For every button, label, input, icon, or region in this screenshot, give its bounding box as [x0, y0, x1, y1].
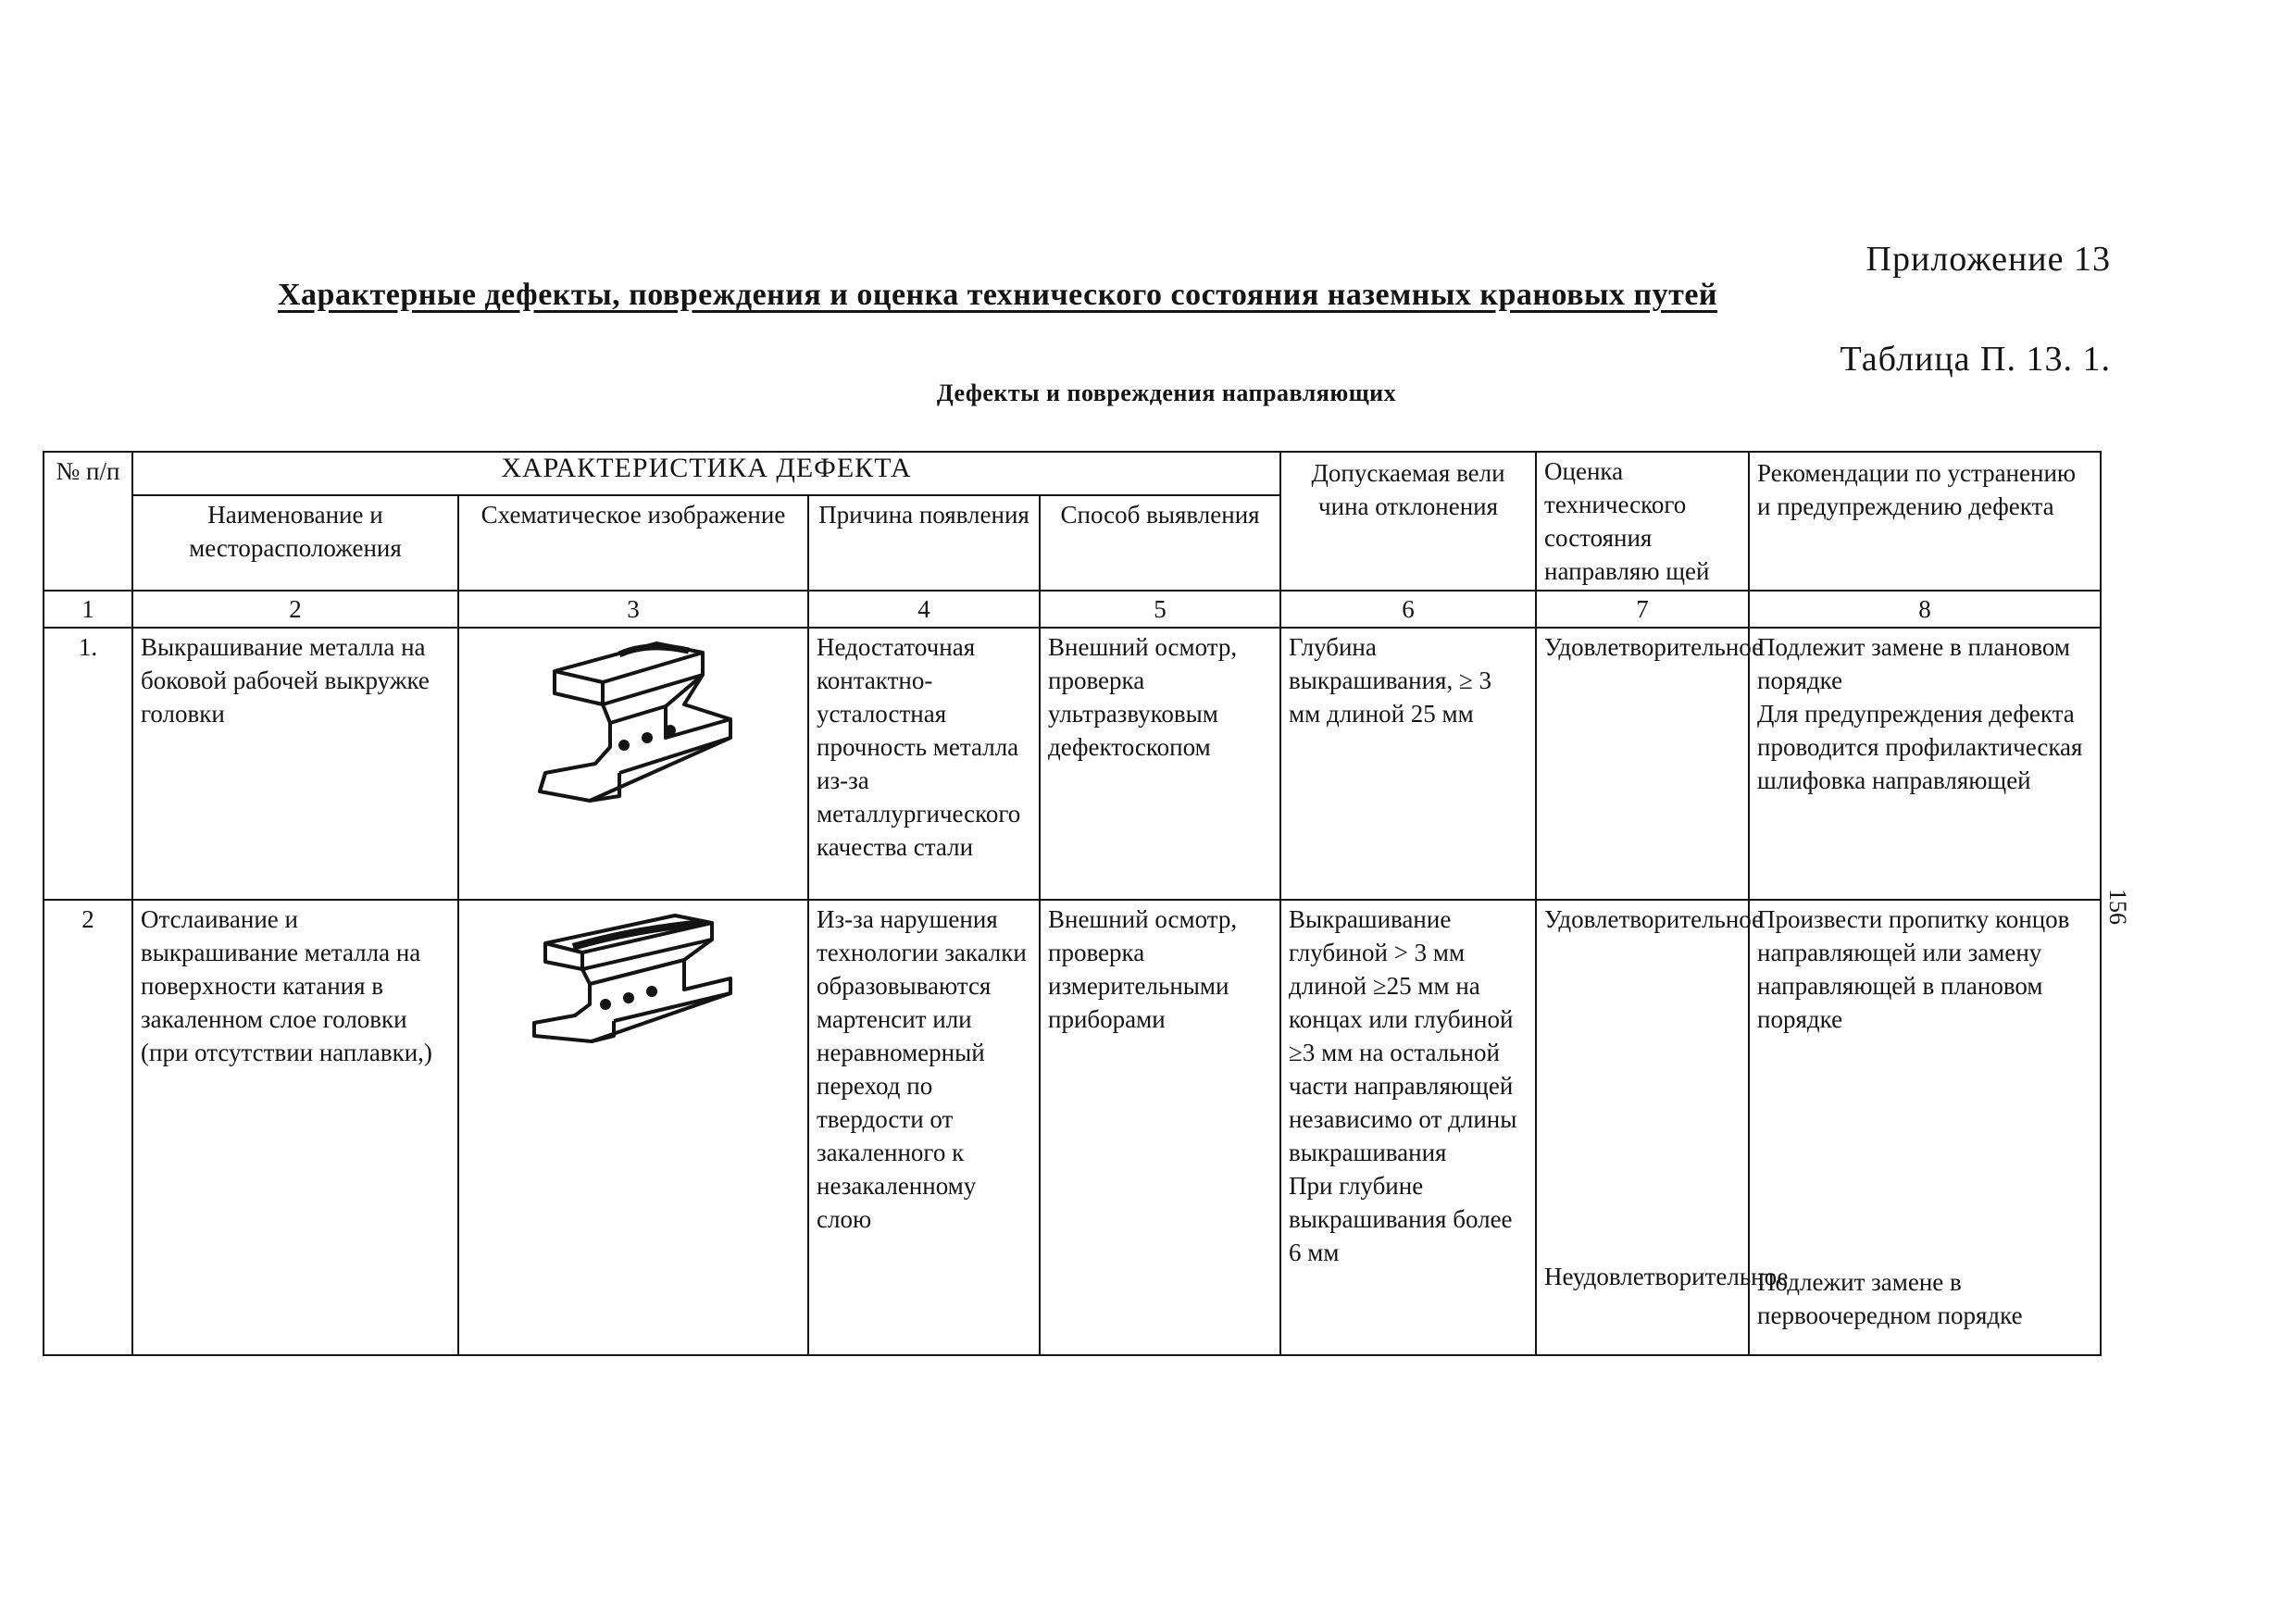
table-row	[44, 628, 2101, 900]
table-number-label: Таблица П. 13. 1.	[1840, 340, 2111, 379]
header-assessment	[1536, 452, 1749, 591]
header-no	[44, 452, 132, 591]
column-number: 1	[44, 591, 132, 628]
header-allowed-text: Допускаемая вели чина отклонения	[1311, 459, 1505, 520]
header-assessment-text: Оценка технического состояния направляю щей	[1544, 457, 1710, 585]
allowed-deviation: Глубина выкрашивания, ≥ 3 мм длиной 25 мм	[1280, 628, 1536, 900]
assessment: Удовлетворительное	[1536, 628, 1749, 900]
column-number: 7	[1536, 591, 1749, 628]
header-recommendations-text: Рекомендации по устранению и предупреждению дефекта	[1757, 459, 2077, 520]
document-title: Характерные дефекты, повреждения и оценка технического состояния наземных крановых путей	[278, 278, 1718, 312]
recommendations	[1749, 900, 2101, 1355]
recommendation-replace: Подлежит замене в плановом порядке	[1757, 633, 2071, 694]
header-allowed	[1280, 452, 1536, 591]
detection-method: Внешний осмотр, проверка ультразвуковым дефектоскопом	[1040, 628, 1280, 900]
table-row	[44, 900, 2101, 1355]
row-number: 1.	[44, 628, 132, 900]
allowed-deviation-unsatisfactory: При глубине выкрашивания более 6 мм	[1289, 1172, 1513, 1266]
table-caption: Дефекты и повреждения направляющих	[936, 380, 1397, 406]
column-number: 5	[1040, 591, 1280, 628]
recommendation-prevent: Для предупреждения дефекта проводится профилактическая шлифовка направляющей	[1757, 700, 2083, 794]
assessment-satisfactory: Удовлетворительное	[1544, 905, 1764, 933]
page-number: 156	[2104, 889, 2131, 925]
rail-side-chipping-icon	[518, 634, 749, 810]
allowed-deviation-satisfactory: Выкрашивание глубиной > 3 мм длиной ≥25 мм на концах или глубиной ≥3 мм на остальной части направляющей независимо от длины выкрашивания	[1289, 905, 1517, 1166]
header-scheme: Схематическое изображение	[458, 495, 808, 591]
header-no-text: № п/п	[56, 457, 120, 485]
defect-cause: Из-за нарушения технологии закалки образовываются мартенсит или неравномерный переход по твердости от закаленного к незакаленному слою	[808, 900, 1040, 1355]
rail-surface-spalling-icon	[518, 906, 749, 1045]
assessment	[1536, 900, 1789, 1355]
column-number: 2	[132, 591, 458, 628]
header-row-top	[44, 452, 2101, 495]
appendix-label: Приложение 13	[1866, 240, 2111, 279]
header-method: Способ выявления	[1040, 495, 1280, 591]
header-group: ХАРАКТЕРИСТИКА ДЕФЕКТА	[132, 452, 1280, 495]
column-number: 4	[808, 591, 1040, 628]
header-cause: Причина появления	[808, 495, 1040, 591]
defect-cause: Недостаточная контактно-усталостная прочность металла из-за металлургического качества стали	[808, 628, 1040, 900]
column-number: 3	[458, 591, 808, 628]
column-number: 8	[1749, 591, 2101, 628]
recommendation-impregnate: Произвести пропитку концов направляющей или замену направляющей в плановом порядке	[1757, 905, 2070, 1033]
recommendations	[1749, 628, 2101, 900]
defect-name: Отслаивание и выкрашивание металла на поверхности катания в закаленном слое головки (при отсутствии наплавки,)	[132, 900, 458, 1355]
header-name: Наименование и месторасположения	[132, 495, 458, 591]
defect-name: Выкрашивание металла на боковой рабочей выкружке головки	[132, 628, 458, 900]
defects-table	[43, 451, 2102, 1356]
detection-method: Внешний осмотр, проверка измерительными приборами	[1040, 900, 1280, 1355]
column-number-row	[44, 591, 2101, 628]
allowed-deviation	[1280, 900, 1536, 1355]
scheme-cell	[458, 900, 808, 1355]
column-number: 6	[1280, 591, 1536, 628]
header-recommendations	[1749, 452, 2101, 591]
recommendation-urgent-replace: Подлежит замене в первоочередном порядке	[1757, 1268, 2023, 1329]
assessment-unsatisfactory: Неудовлетворительное	[1544, 1263, 1789, 1290]
row-number: 2	[44, 900, 132, 1355]
scheme-cell	[458, 628, 808, 900]
